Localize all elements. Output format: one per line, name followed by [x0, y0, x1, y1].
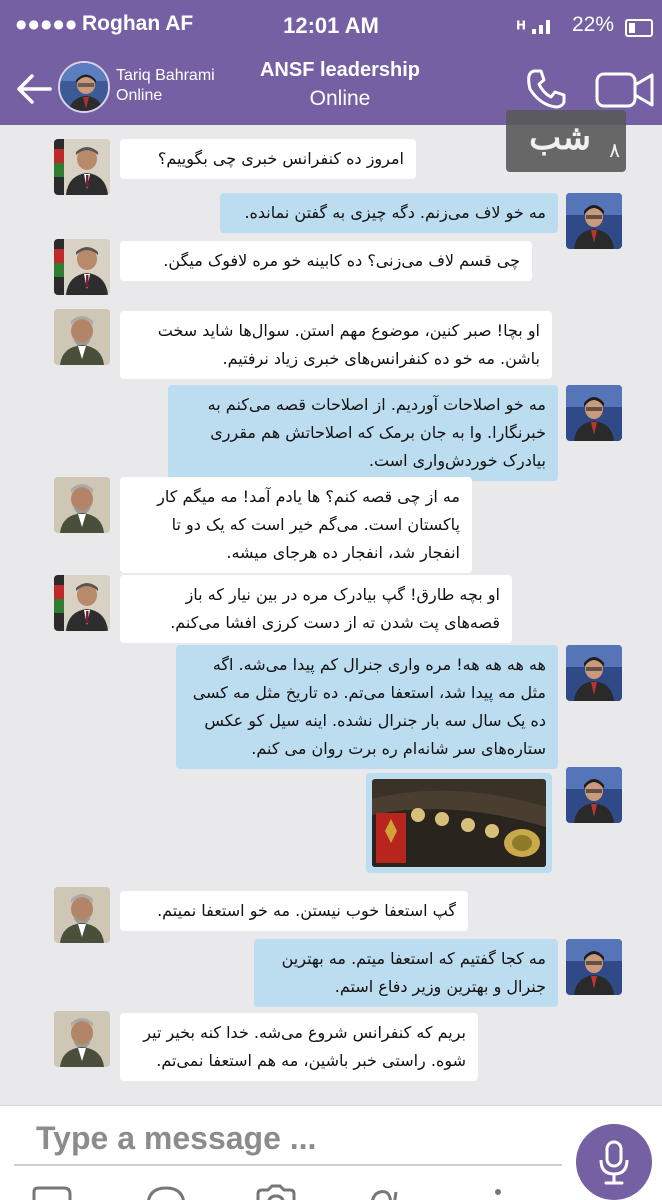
sender-avatar[interactable]: [566, 193, 622, 249]
shoulder-stars-photo[interactable]: [372, 779, 546, 867]
message-input[interactable]: [36, 1114, 556, 1162]
back-button[interactable]: [14, 71, 54, 107]
chat-title[interactable]: ANSF leadership: [259, 59, 421, 81]
network-indicator: [516, 18, 554, 34]
logo-number: ۸: [609, 138, 620, 162]
message-bubble[interactable]: مه خو لاف می‌زنم. دگه چیزی به گفتن نمانده.: [220, 193, 558, 233]
sender-avatar[interactable]: [54, 139, 110, 195]
sender-avatar[interactable]: [54, 477, 110, 533]
sender-avatar[interactable]: [54, 1011, 110, 1067]
message-bubble[interactable]: هه هه هه هه! مره واری جنرال کم پیدا می‌شه. اگه مثل مه پیدا شد، استعفا می‌تم. ده تاریخ مثل مه کسی ده یک سال سه بار جنرال نشده. اینه سیل کو عکس ستاره‌های سر شانه‌ام ره برت روان می کنم.: [176, 645, 558, 769]
camera-icon[interactable]: [254, 1184, 298, 1200]
emoji-icon[interactable]: [144, 1184, 188, 1200]
sticker-icon[interactable]: [30, 1184, 74, 1200]
video-camera-icon: [594, 69, 656, 111]
sender-avatar[interactable]: [54, 575, 110, 631]
status-bar: [0, 0, 662, 55]
contact-name[interactable]: Tariq Bahrami: [116, 67, 215, 84]
sender-avatar[interactable]: [566, 645, 622, 701]
voice-call-button[interactable]: [524, 67, 568, 111]
back-arrow-icon: [14, 71, 54, 107]
input-underline: [14, 1164, 562, 1166]
message-bubble[interactable]: مه کجا گفتیم که استعفا میتم. مه بهترین جنرال و بهترین وزیر دفاع استم.: [254, 939, 558, 1007]
chat-status: Online: [309, 87, 371, 110]
message-bubble[interactable]: مه خو اصلاحات آوردیم. از اصلاحات قصه می‌کنم به خبرنگارا. وا به جان برمک که اصلاحاتش هم مقرری بیادرک خوردش‌واری است.: [168, 385, 558, 481]
sender-avatar[interactable]: [54, 309, 110, 365]
message-bubble[interactable]: بریم که کنفرانس شروع می‌شه. خدا کنه بخیر تیر شوه. راستی خبر باشین، مه هم استعفا نمی‌تم.: [120, 1013, 478, 1081]
contact-status: Online: [116, 87, 163, 104]
channel-logo: [506, 110, 626, 172]
message-bubble[interactable]: او بچا! صبر کنین، موضوع مهم استن. سوال‌ها شاید سخت باشن. مه خو ده کنفرانس‌های خبری زیاد نرفتیم.: [120, 311, 552, 379]
contact-avatar[interactable]: [58, 61, 110, 113]
battery-percent: 22%: [572, 13, 615, 36]
clock: 12:01 AM: [283, 13, 379, 38]
battery-icon: [625, 19, 653, 37]
message-bubble[interactable]: او بچه طارق! گپ بیادرک مره در بین نیار که باز قصه‌های پت شدن ته از دست کرزی افشا می‌کنم.: [120, 575, 512, 643]
sender-avatar[interactable]: [566, 767, 622, 823]
sender-avatar[interactable]: [54, 887, 110, 943]
sender-avatar[interactable]: [566, 385, 622, 441]
image-message-bubble[interactable]: [366, 773, 552, 873]
message-composer: [0, 1105, 662, 1200]
gif-icon[interactable]: [366, 1184, 410, 1200]
message-list[interactable]: [0, 125, 662, 1105]
more-icon[interactable]: [476, 1184, 520, 1200]
logo-text: شب: [529, 118, 591, 158]
sender-avatar[interactable]: [566, 939, 622, 995]
signal-dots: ●●●●●: [16, 17, 79, 31]
carrier-name: Roghan AF: [82, 12, 194, 35]
message-bubble[interactable]: مه از چی قصه کنم؟ ها یادم آمد! مه میگم کار پاکستان است. می‌گم خیر است که یک دو تا انفجار شد، انفجار ده هرجای میشه.: [120, 477, 472, 573]
video-call-button[interactable]: [594, 69, 656, 111]
signal-bars-icon: [530, 18, 554, 34]
microphone-icon: [598, 1140, 630, 1186]
message-bubble[interactable]: چی قسم لاف می‌زنی؟ ده کابینه خو مره لافوک میگن.: [120, 241, 532, 281]
sender-avatar[interactable]: [54, 239, 110, 295]
message-bubble[interactable]: گپ استعفا خوب نیستن. مه خو استعفا نمیتم.: [120, 891, 468, 931]
message-bubble[interactable]: امروز ده کنفرانس خبری چی بگوییم؟: [120, 139, 416, 179]
network-type: H: [516, 18, 527, 33]
phone-icon: [524, 67, 568, 111]
voice-message-button[interactable]: [576, 1124, 652, 1200]
